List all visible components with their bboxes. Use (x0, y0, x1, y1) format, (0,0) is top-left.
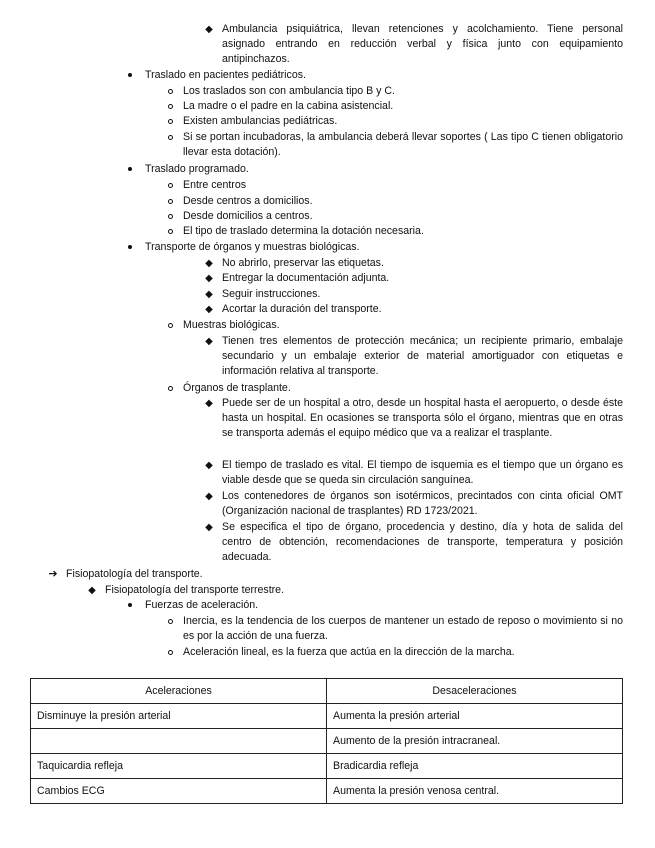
physio-title: Fisiopatología del transporte. (66, 568, 203, 580)
table-cell (31, 729, 327, 754)
table-cell: Cambios ECG (31, 779, 327, 804)
transplant-item: Se especifica el tipo de órgano, procedencia y destino, día y hota de salida del centro de obtención, recomendaciones de transporte, temperatura y posición adecuada. (222, 521, 623, 563)
transplant-item: El tiempo de traslado es vital. El tiempo de isquemia es el tiempo que un órgano es viable desde que se queda sin circulación sanguínea. (222, 459, 623, 486)
diamond-bullet-icon: ◆ (205, 491, 213, 502)
circle-bullet-icon (164, 614, 176, 629)
table-cell: Disminuye la presión arterial (31, 704, 327, 729)
list-item: Desde centros a domicilios. (183, 195, 313, 207)
table-header-row (31, 679, 623, 704)
circle-bullet-icon (164, 209, 176, 224)
diamond-bullet-icon: ◆ (205, 522, 213, 533)
diamond-bullet-icon: ◆ (205, 289, 213, 300)
diamond-bullet-icon: ◆ (205, 304, 213, 315)
list-item: La madre o el padre en la cabina asistencial. (183, 100, 394, 112)
circle-bullet-icon (164, 84, 176, 99)
pediatric-title: Traslado en pacientes pediátricos. (145, 69, 306, 81)
list-item: Desde domicilios a centros. (183, 210, 313, 222)
arrow-bullet-icon: ➔ (48, 568, 58, 580)
organs-title: Transporte de órganos y muestras biológicas. (145, 241, 360, 253)
transplant-item: Puede ser de un hospital a otro, desde un hospital hasta el aeropuerto, o desde éste hasta un hospital. En ocasiones se transporta sólo el órgano, mientras que en otras se transporta además el equipo médico que va a realizar el trasplante. (222, 397, 623, 439)
circle-bullet-icon (164, 318, 176, 333)
list-item: Seguir instrucciones. (222, 288, 321, 300)
table-cell: Aumenta la presión venosa central. (327, 779, 623, 804)
table-cell: Aumenta la presión arterial (327, 704, 623, 729)
table-cell: Taquicardia refleja (31, 754, 327, 779)
forces-title: Fuerzas de aceleración. (145, 599, 259, 611)
list-item: Aceleración lineal, es la fuerza que actúa en la dirección de la marcha. (183, 646, 515, 658)
diamond-bullet-icon: ◆ (205, 336, 213, 347)
table-row (31, 704, 623, 729)
transplant-title: Órganos de trasplante. (183, 382, 291, 394)
diamond-bullet-icon: ◆ (205, 273, 213, 284)
diamond-bullet-icon: ◆ (205, 24, 213, 35)
circle-bullet-icon (164, 194, 176, 209)
circle-bullet-icon (164, 381, 176, 396)
circle-bullet-icon (164, 224, 176, 239)
list-item: Entre centros (183, 179, 247, 191)
bullet-dot-icon (124, 240, 136, 255)
list-item: El tipo de traslado determina la dotación necesaria. (183, 225, 424, 237)
transplant-item: Los contenedores de órganos son isotérmicos, precintados con cinta oficial OMT (Organización nacional de trasplantes) RD 1723/2021. (222, 490, 623, 517)
bullet-dot-icon (124, 598, 136, 613)
circle-bullet-icon (164, 130, 176, 145)
table-header: Aceleraciones (31, 679, 327, 704)
table-cell: Bradicardia refleja (327, 754, 623, 779)
accelerations-table (30, 678, 623, 804)
diamond-bullet-icon: ◆ (205, 398, 213, 409)
list-item: Inercia, es la tendencia de los cuerpos de mantener un estado de reposo o movimiento si no es por la acción de una fuerza. (183, 615, 623, 642)
list-item: Acortar la duración del transporte. (222, 303, 382, 315)
circle-bullet-icon (164, 645, 176, 660)
bullet-dot-icon (124, 162, 136, 177)
physio-terrestrial: Fisiopatología del transporte terrestre. (105, 584, 285, 596)
diamond-bullet-icon: ◆ (205, 258, 213, 269)
samples-text: Tienen tres elementos de protección mecánica; un recipiente primario, embalaje secundario y un embalaje exterior de material amortiguador con etiquetas e información relativa al transporte. (222, 335, 623, 377)
list-item: No abrirlo, preservar las etiquetas. (222, 257, 384, 269)
programmed-title: Traslado programado. (145, 163, 249, 175)
bullet-dot-icon (124, 68, 136, 83)
table-row (31, 754, 623, 779)
circle-bullet-icon (164, 114, 176, 129)
diamond-bullet-icon: ◆ (205, 460, 213, 471)
psych-ambulance-text: Ambulancia psiquiátrica, llevan retenciones y acolchamiento. Tiene personal asignado entrando en reducción verbal y física junto con equipamiento antipinchazos. (222, 23, 623, 65)
circle-bullet-icon (164, 178, 176, 193)
list-item: Entregar la documentación adjunta. (222, 272, 390, 284)
table-row (31, 729, 623, 754)
table-row (31, 779, 623, 804)
circle-bullet-icon (164, 99, 176, 114)
table-header: Desaceleraciones (327, 679, 623, 704)
list-item: Los traslados son con ambulancia tipo B y C. (183, 85, 395, 97)
list-item: Existen ambulancias pediátricas. (183, 115, 338, 127)
list-item: Si se portan incubadoras, la ambulancia deberá llevar soportes ( Las tipo C tienen obligatorio llevar esta dotación). (183, 131, 623, 158)
diamond-bullet-icon: ◆ (88, 585, 96, 596)
table-cell: Aumento de la presión intracraneal. (327, 729, 623, 754)
samples-title: Muestras biológicas. (183, 319, 280, 331)
